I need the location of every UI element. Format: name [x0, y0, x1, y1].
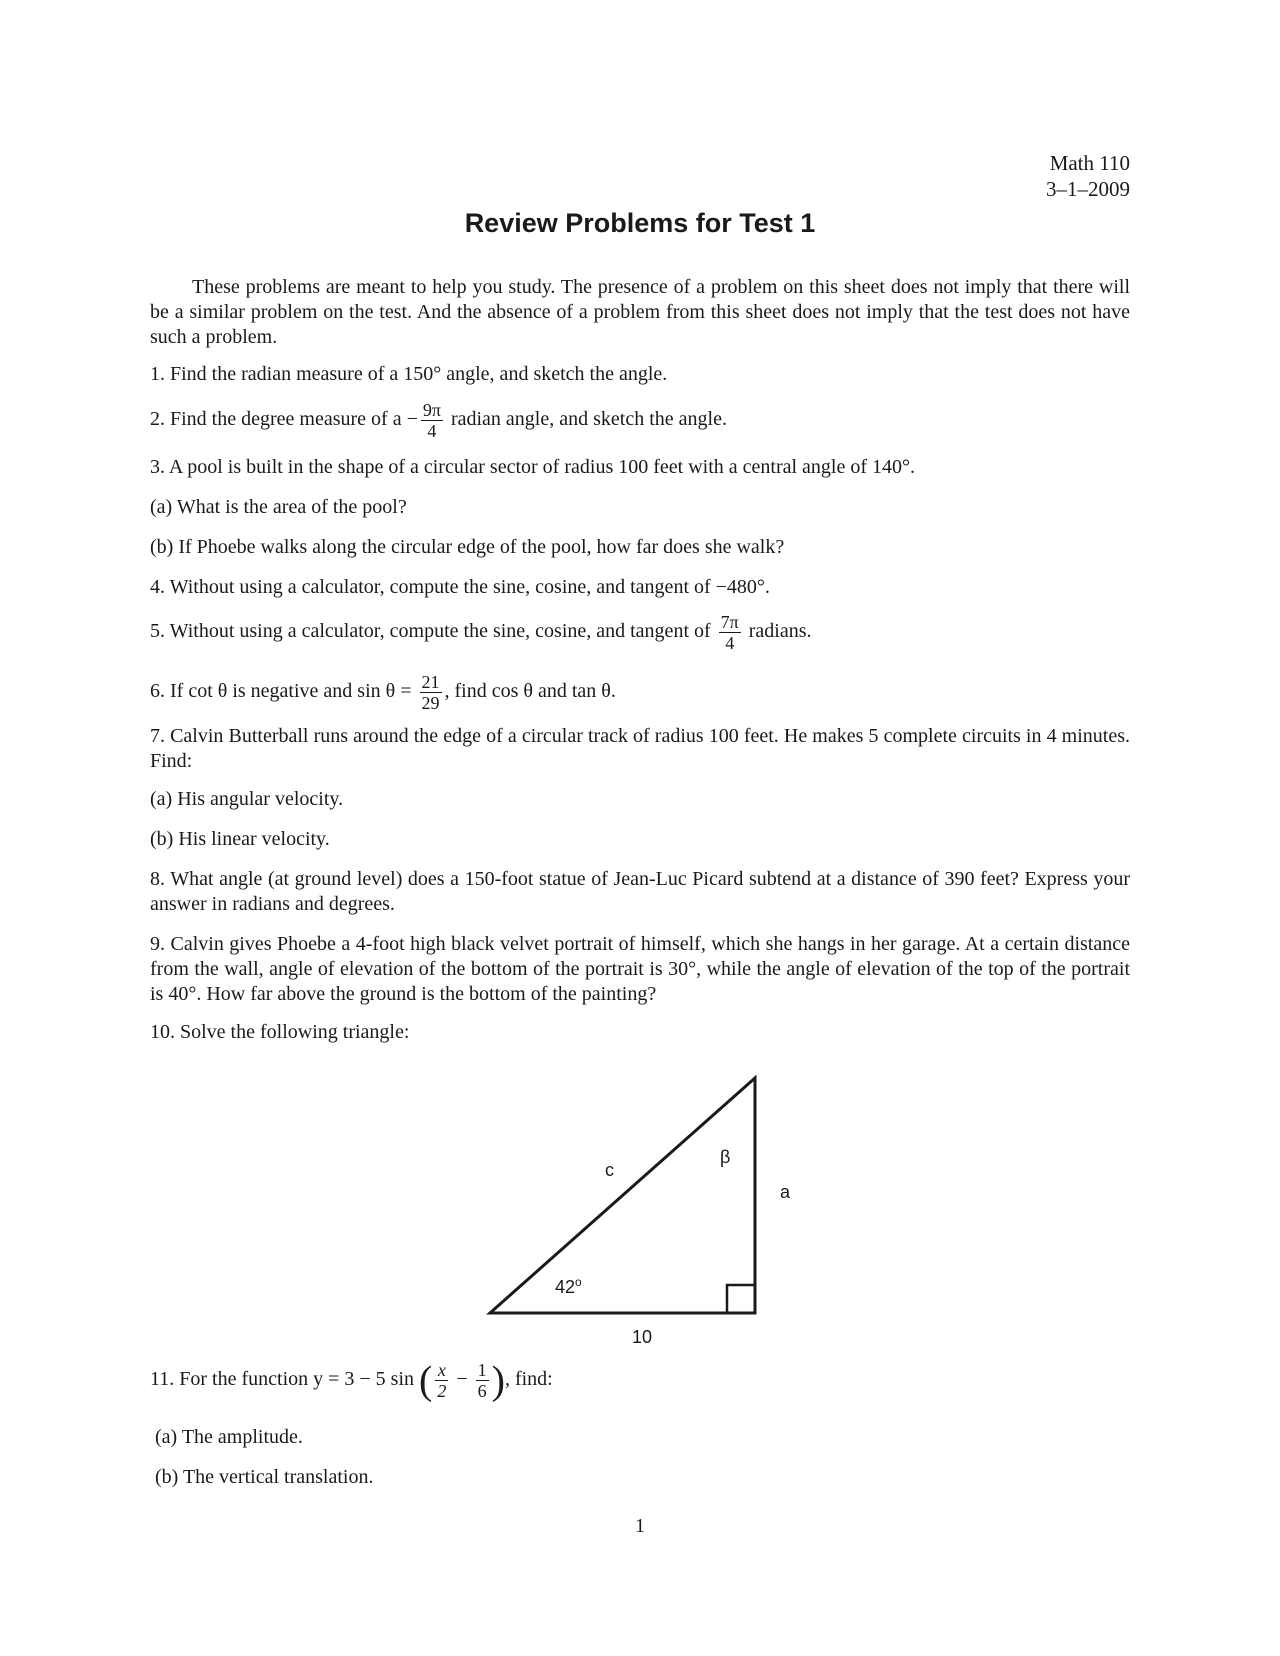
angle-42-label [555, 1275, 582, 1297]
problem-11b: (b) The vertical translation. [155, 1466, 374, 1488]
course-header [1046, 150, 1130, 202]
date: 3–1–2009 [1046, 177, 1130, 201]
problem-11a: (a) The amplitude. [155, 1426, 303, 1448]
problem-3b: (b) If Phoebe walks along the circular edge of the pool, how far does she walk? [150, 536, 785, 558]
problem-11: 11. For the function y = 3 − 5 sin ( $\frac{x}{2}$ − $\frac{1}{6}$ ), find: [150, 1357, 553, 1403]
fraction [420, 672, 442, 713]
problem-5-suffix: radians. [743, 620, 812, 643]
fraction-numerator: 9π [422, 400, 441, 420]
problem-3: 3. A pool is built in the shape of a circular sector of radius 100 feet with a central angle of 140°. [150, 456, 915, 478]
problem-10: 10. Solve the following triangle: [150, 1021, 410, 1043]
right-angle-marker [727, 1285, 755, 1313]
fraction-x-over-2: $\frac{x}{2}$ [437, 1360, 447, 1401]
problem-2-suffix: radian angle, and sketch the angle. [445, 408, 727, 431]
problem-6 [150, 672, 1130, 713]
problem-7b: (b) His linear velocity. [150, 828, 330, 850]
problem-2-prefix: 2. Find the degree measure of a − [150, 408, 418, 431]
problem-5 [150, 612, 1130, 653]
fraction-numerator: 21 [421, 672, 440, 692]
problem-7: 7. Calvin Butterball runs around the edge of a circular track of radius 100 feet. He makes 5 complete circuits in 4 minutes. Find: [150, 725, 1130, 772]
side-base-label: 10 [632, 1327, 653, 1347]
problem-2 [150, 400, 1130, 441]
triangle-diagram [480, 1068, 800, 1358]
triangle-outline [490, 1078, 755, 1313]
problem-9: 9. Calvin gives Phoebe a 4-foot high black velvet portrait of himself, which she hangs in her garage. At a certain distance from the wall, angle of elevation of the bottom of the portrait is 30°, while the angle of elevation of the top of the portrait is 40°. How far above the ground is the bottom of the painting? [150, 933, 1130, 1005]
page-number: 1 [635, 1515, 645, 1537]
fraction-numerator: 7π [720, 612, 739, 632]
problem-11-suffix: , find: [504, 1368, 553, 1391]
problem-6-suffix: , find cos θ and tan θ. [444, 680, 616, 703]
course-name: Math 110 [1049, 151, 1130, 175]
angle-degree-mark: o [575, 1275, 582, 1289]
problem-11-prefix: 11. For the function y = 3 − 5 sin [150, 1368, 415, 1391]
intro-paragraph: These problems are meant to help you study. The presence of a problem on this sheet does not imply that there will be a similar problem on the test. And the absence of a problem from this sheet does not imply that the test does not have such a problem. [150, 276, 1130, 348]
problem-5-prefix: 5. Without using a calculator, compute the sine, cosine, and tangent of [150, 620, 716, 643]
problem-4: 4. Without using a calculator, compute the sine, cosine, and tangent of −480°. [150, 576, 770, 598]
fraction-denominator: 29 [421, 693, 440, 713]
fraction [421, 400, 443, 441]
fraction-1-over-6: $\frac{1}{6}$ [477, 1360, 487, 1401]
problem-6-prefix: 6. If cot θ is negative and sin θ = [150, 680, 417, 703]
fraction-denominator: 4 [725, 633, 735, 653]
fraction-denominator: 4 [427, 421, 437, 441]
fraction [719, 612, 741, 653]
angle-value: 42 [555, 1277, 576, 1297]
angle-beta-label: β [720, 1147, 731, 1167]
side-a-label: a [780, 1182, 791, 1202]
side-c-label: c [605, 1160, 614, 1180]
page-title: Review Problems for Test 1 [464, 208, 816, 238]
problem-7a: (a) His angular velocity. [150, 788, 344, 810]
problem-3a: (a) What is the area of the pool? [150, 496, 407, 518]
problem-8: 8. What angle (at ground level) does a 150-foot statue of Jean-Luc Picard subtend at a distance of 390 feet? Express your answer in radians and degrees. [150, 868, 1130, 915]
problem-1: 1. Find the radian measure of a 150° angle, and sketch the angle. [150, 363, 668, 385]
